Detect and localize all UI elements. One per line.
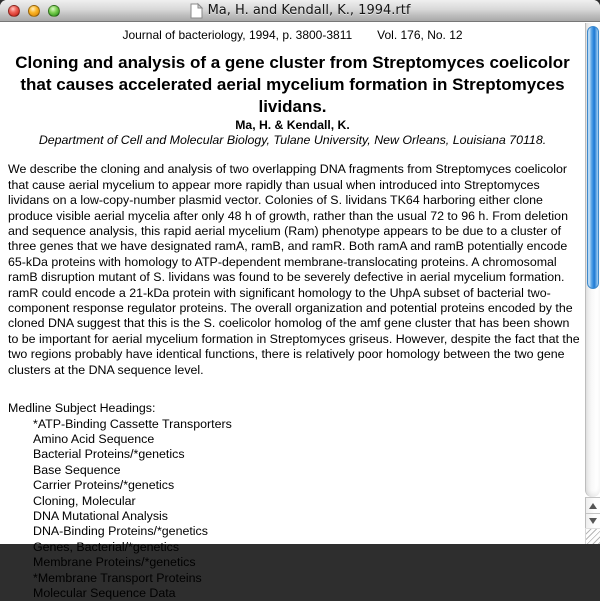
subject-heading-item: DNA Mutational Analysis — [33, 509, 585, 524]
journal-citation-line — [0, 28, 585, 43]
scroll-up-button[interactable] — [586, 498, 600, 513]
scrollbar-buttons — [585, 497, 600, 528]
subject-heading-item: Bacterial Proteins/*genetics — [33, 447, 585, 462]
subject-heading-item: Carrier Proteins/*genetics — [33, 478, 585, 493]
abstract-paragraph: We describe the cloning and analysis of two overlapping DNA fragments from Streptomyces coelicolor that cause aerial mycelium to appear more rapidly than usual when introduced into Streptomyces lividans on a low-copy-number plasmid vector. Colonies of S. lividans TK64 harboring either clone produce visible aerial mycelia after only 48 h of growth, rather than the usual 72 to 96 h. From deletion and sequence analysis, this rapid aerial mycelium (Ram) phenotype appears to be due to a cluster of three genes that we have designated ramA, ramB, and ramR. Both ramA and ramB potentially encode 65-kDa proteins with homology to ATP-dependent membrane-translocating proteins. A chromosomal ramB disruption mutant of S. lividans was found to be severely defective in aerial mycelium formation. ramR could encode a 21-kDa protein with significant homology to the UhpA subset of bacterial two-component response regulator proteins. The overall organization and potential proteins encoded by the cloned DNA suggest that this is the S. coelicolor homolog of the amf gene cluster that has been shown to be important for aerial mycelium formation in Streptomyces griseus. However, despite the fact that the two regions probably have identical functions, there is relatively poor homology between the two gene clusters at the DNA sequence level. — [8, 162, 581, 378]
subject-heading-item: *ATP-Binding Cassette Transporters — [33, 417, 585, 432]
subject-heading-item: *Membrane Transport Proteins — [33, 571, 585, 586]
arrow-down-icon — [589, 518, 597, 524]
subject-heading-item: Amino Acid Sequence — [33, 432, 585, 447]
vertical-scrollbar[interactable] — [585, 23, 600, 544]
scrollbar-thumb[interactable] — [587, 26, 599, 289]
close-button[interactable] — [8, 5, 20, 17]
journal-citation: Journal of bacteriology, 1994, p. 3800-3811 — [122, 28, 352, 42]
article-title: Cloning and analysis of a gene cluster from Streptomyces coelicolor that causes accelerated aerial mycelium formation in Streptomyces lividans. — [2, 52, 583, 118]
subject-heading-item: Genes, Bacterial/*genetics — [33, 540, 585, 555]
title-group — [190, 3, 411, 19]
medline-heading: Medline Subject Headings: — [8, 401, 585, 416]
scroll-down-button[interactable] — [586, 513, 600, 528]
subject-heading-item: Molecular Sequence Data — [33, 586, 585, 601]
subject-headings-list — [33, 417, 585, 601]
window-title: Ma, H. and Kendall, K., 1994.rtf — [208, 3, 411, 18]
window-controls — [8, 5, 60, 17]
subject-heading-item: Base Sequence — [33, 463, 585, 478]
document-icon[interactable] — [190, 3, 203, 19]
affiliation-line: Department of Cell and Molecular Biology, Tulane University, New Orleans, Louisiana 70118. — [0, 133, 585, 148]
resize-grip[interactable] — [585, 528, 600, 544]
authors-line: Ma, H. & Kendall, K. — [0, 118, 585, 133]
scrollbar-track[interactable] — [585, 23, 600, 497]
document-body[interactable] — [0, 23, 585, 544]
subject-heading-item: Membrane Proteins/*genetics — [33, 555, 585, 570]
volume-info: Vol. 176, No. 12 — [377, 28, 462, 42]
arrow-up-icon — [589, 503, 597, 509]
minimize-button[interactable] — [28, 5, 40, 17]
subject-heading-item: Cloning, Molecular — [33, 494, 585, 509]
subject-heading-item: DNA-Binding Proteins/*genetics — [33, 524, 585, 539]
title-bar[interactable] — [0, 0, 600, 22]
zoom-button[interactable] — [48, 5, 60, 17]
